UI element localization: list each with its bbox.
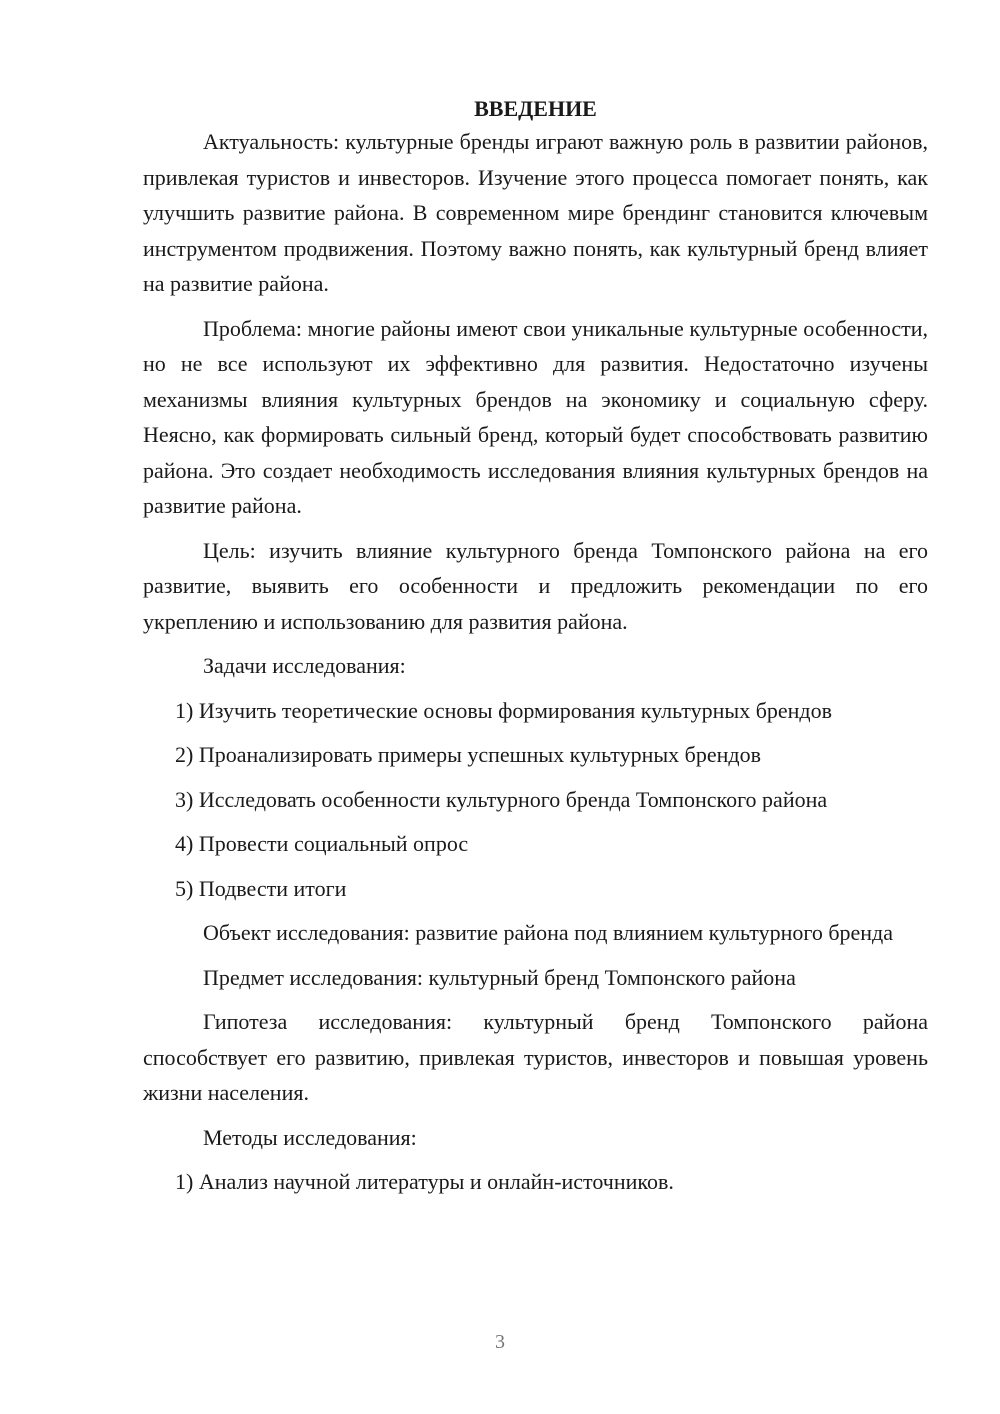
paragraph-relevance: Актуальность: культурные бренды играют важную роль в развитии районов, привлекая туристов и инвесторов. Изучение этого процесса помогает понять, как улучшить развитие района. В современном мире брендинг становится ключевым инструментом продвижения. Поэтому важно понять, как культурный бренд влияет на развитие района. <box>143 129 928 296</box>
methods-list <box>143 1164 928 1200</box>
paragraph-problem: Проблема: многие районы имеют свои уникальные культурные особенности, но не все используют их эффективно для развития. Недостаточно изучены механизмы влияния культурных брендов на экономику и социальную сферу. Неясно, как формировать сильный бренд, который будет способствовать развитию района. Это создает необходимость исследования влияния культурных брендов на развитие района. <box>143 315 928 518</box>
list-item: 5) Подвести итоги <box>175 875 347 901</box>
list-item: 3) Исследовать особенности культурного бренда Томпонского района <box>175 786 828 812</box>
list-item: 2) Проанализировать примеры успешных культурных брендов <box>175 742 761 767</box>
paragraph-subject: Предмет исследования: культурный бренд Томпонского района <box>203 964 796 990</box>
document-page <box>143 94 928 1200</box>
methods-heading: Методы исследования: <box>203 1124 417 1150</box>
tasks-heading: Задачи исследования: <box>203 653 406 678</box>
paragraph-hypothesis: Гипотеза исследования: культурный бренд Томпонского района способствует его развитию, привлекая туристов, инвесторов и повышая уровень жизни населения. <box>143 1009 928 1105</box>
list-item: 1) Изучить теоретические основы формирования культурных брендов <box>175 697 833 723</box>
paragraph-object: Объект исследования: развитие района под влиянием культурного бренда <box>203 920 894 945</box>
paragraph-goal: Цель: изучить влияние культурного бренда Томпонского района на его развитие, выявить его особенности и предложить рекомендации по его укреплению и использованию для развития района. <box>143 537 928 634</box>
tasks-list <box>143 693 928 907</box>
list-item: 4) Провести социальный опрос <box>175 831 469 856</box>
list-item: 1) Анализ научной литературы и онлайн-источников. <box>175 1169 674 1194</box>
section-title: ВВЕДЕНИЕ <box>474 96 597 121</box>
page-number: 3 <box>495 1331 505 1353</box>
